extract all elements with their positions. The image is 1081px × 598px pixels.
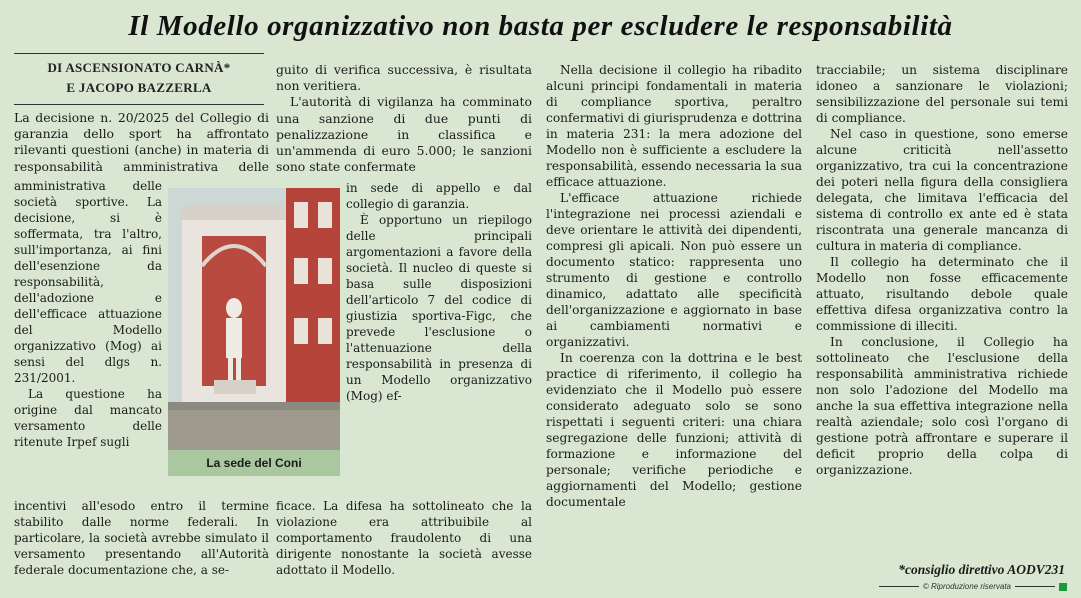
byline-rule-top (14, 53, 264, 54)
paragraph: È opportuno un riepilogo delle principali argomentazioni a favore della società. Il nucleo di queste si basa sulle disposizioni dell'articolo 7 del codice di giustizia sportiva-Figc, che prevede l'esclusione o l'attenuazione della responsabilità in presenza di un Modello organizzativo (Mog) ef- (346, 213, 532, 403)
paragraph: L'efficace attuazione richiede l'integrazione nei processi aziendali e deve orientare le attività dei dipendenti, compresi gli apicali. Non può essere un documento statico: rappresenta uno strumento di gestione e controllo dinamico, adattato alle specificità dell'organizzazione e aggiornato in base ai cambiamenti normativi e organizzativi. (546, 191, 802, 349)
paragraph: La decisione n. 20/2025 del Collegio di garanzia dello sport ha affrontato rilevanti questioni (anche) in materia di responsabilità amministrativa delle (14, 110, 269, 174)
footer-rule (879, 586, 919, 587)
byline-rule-bottom (14, 104, 264, 105)
author-signature: *consiglio direttivo AODV231 (898, 562, 1065, 577)
column-3 (546, 62, 802, 592)
copyright-text: © Riproduzione riservata (922, 582, 1011, 591)
paragraph: Nella decisione il collegio ha ribadito alcuni principi fondamentali in materia di compliance sportiva, peraltro confermativi di giurisprudenza e dottrina in materia 231: la mera adozione del Modello non è sufficiente a escludere la responsabilità, essendo necessaria la sua efficace attuazione. (546, 63, 802, 189)
column-1-bottom (14, 498, 269, 594)
paragraph: guito di verifica successiva, è risultata non veritiera. (276, 62, 532, 94)
brand-square-icon (1059, 583, 1067, 591)
paragraph: Il collegio ha determinato che il Modello non fosse efficacemente attuato, risultando debole quale effettiva difesa organizzativa contro la commissione di illeciti. (816, 255, 1068, 333)
paragraph: In conclusione, il Collegio ha sottolineato che l'esclusione della responsabilità amministrativa richiede non solo l'adozione del Modello ma anche la sua effettiva integrazione nella realtà aziendale; solo così l'organo di gestione potrà affrontare e superare il deficit proprio della colpa di organizzazione. (816, 335, 1068, 477)
copyright-footer (879, 582, 1067, 591)
column-2-top (276, 62, 532, 180)
byline-line-2: E JACOPO BAZZERLA (66, 80, 212, 95)
column-4 (816, 62, 1068, 560)
building-illustration (168, 188, 340, 450)
paragraph: In coerenza con la dottrina e le best practice di riferimento, il collegio ha evidenziato che il Modello può essere considerato adeguato solo se sono rispettati i seguenti criteri: una chiara segregazione delle funzioni; attività di formazione e informazione del personale; verifiche periodiche e aggiornamenti del Modello; gestione documentale (546, 351, 802, 509)
byline-authors (14, 60, 264, 96)
paragraph: L'autorità di vigilanza ha comminato una sanzione di due punti di penalizzazione in classifica e un'ammenda di euro 5.000; le sanzioni sono state confermate (276, 94, 532, 175)
byline-line-1: DI ASCENSIONATO CARNÀ* (47, 60, 231, 75)
paragraph: incentivi all'esodo entro il termine stabilito dalle norme federali. In particolare, la società avrebbe simulato il versamento presentando all'Autorità federale documentazione che, a se- (14, 499, 269, 577)
column-2-bottom (276, 498, 532, 594)
column-1-wrap (14, 178, 162, 498)
coni-building-photo (168, 188, 340, 450)
footer-rule (1015, 586, 1055, 587)
column-2-wrap (346, 180, 532, 498)
paragraph: La questione ha origine dal mancato versamento delle ritenute Irpef sugli (14, 387, 162, 449)
photo-caption: La sede del Coni (168, 450, 340, 476)
paragraph: amministrativa delle società sportive. La decisione, si è soffermata, tra l'altro, sull'importanza, ai fini dell'esenzione da responsabilità, dell'adozione e dell'efficace attuazione del Modello organizzativo (Mog) ai sensi del dlgs n. 231/2001. (14, 179, 162, 385)
headline: Il Modello organizzativo non basta per escludere le responsabilità (128, 10, 953, 42)
column-1-top (14, 110, 269, 178)
paragraph: in sede di appello e dal collegio di garanzia. (346, 181, 532, 211)
paragraph: ficace. La difesa ha sottolineato che la violazione era attribuibile al comportamento fraudolento di una dirigente nonostante la società avesse adottato il Modello. (276, 499, 532, 577)
paragraph: Nel caso in questione, sono emerse alcune criticità nell'assetto organizzativo, tra cui la concentrazione dei poteri nella figura della consigliera delegata, che limitava l'efficacia del sistema di controllo ex ante ed è stata riscontrata una generale mancanza di cultura in materia di compliance. (816, 127, 1068, 253)
paragraph: tracciabile; un sistema disciplinare idoneo a sanzionare le violazioni; sensibilizzazione del personale sui temi di compliance. (816, 63, 1068, 125)
